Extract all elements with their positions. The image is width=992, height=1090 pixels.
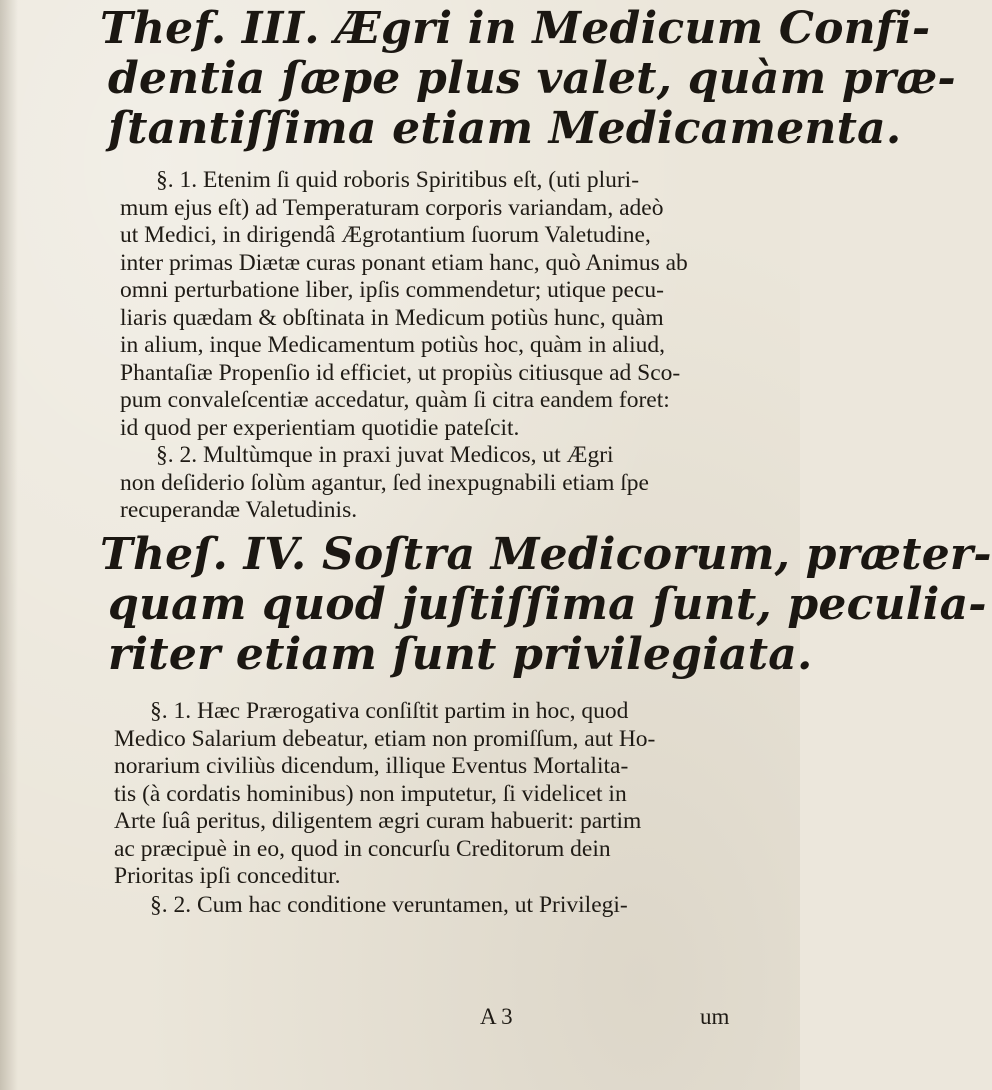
text-line: in alium, inque Medicamentum potiùs hoc, quàm in aliud,	[120, 332, 665, 358]
text-line: §. 2. Multùmque in praxi juvat Medicos, ut Ægri	[156, 442, 614, 468]
heading-line: Theſ. IV. Soſtra Medicorum, præter-	[100, 529, 992, 580]
signature-mark: A 3	[480, 1004, 513, 1029]
text-line: §. 1. Etenim ſi quid roboris Spiritibus eſt, (uti pluri-	[156, 167, 640, 193]
heading-line: Thef. III. Ægri in Medicum Confi-	[100, 3, 931, 54]
thesis-4-section-1	[114, 698, 804, 891]
thesis-4-heading	[100, 529, 992, 680]
page-edge-shadow	[0, 0, 18, 1090]
text-line: §. 1. Hæc Prærogativa conſiſtit partim in hoc, quod	[150, 698, 629, 724]
heading-line: quam quod juſtiſſima ſunt, peculia-	[108, 579, 987, 630]
catchword: um	[700, 1004, 730, 1029]
text-line: mum ejus eſt) ad Temperaturam corporis variandam, adeò	[120, 194, 664, 221]
thesis-3-heading	[100, 3, 956, 154]
text-line: tis (à cordatis hominibus) non imputetur, ſi videlicet in	[114, 780, 627, 807]
text-line: Phantaſiæ Propenſio id efficiet, ut propiùs citiusque ad Sco-	[120, 359, 681, 386]
text-line: inter primas Diætæ curas ponant etiam hanc, quò Animus ab	[120, 249, 688, 276]
text-line: liaris quædam & obſtinata in Medicum potiùs hunc, quàm	[120, 304, 664, 331]
heading-line: ſtantiſſima etiam Medicamenta.	[108, 103, 902, 154]
thesis-3-section-2	[120, 442, 810, 525]
text-line: recuperandæ Valetudinis.	[120, 497, 358, 523]
thesis-3-section-1	[120, 167, 810, 442]
heading-line: riter etiam ſunt privilegiata.	[108, 629, 813, 680]
text-line: non deſiderio ſolùm agantur, ſed inexpugnabili etiam ſpe	[120, 469, 649, 496]
text-line: id quod per experientiam quotidie pateſcit.	[120, 414, 520, 441]
heading-line: dentia ſæpe plus valet, quàm præ-	[108, 53, 956, 104]
text-line: ut Medici, in dirigendâ Ægrotantium ſuorum Valetudine,	[120, 222, 651, 248]
text-line: §. 2. Cum hac conditione veruntamen, ut Privilegi-	[150, 892, 628, 918]
text-line: Medico Salarium debeatur, etiam non promiſſum, aut Ho-	[114, 725, 656, 752]
thesis-4-section-2	[114, 892, 804, 920]
text-line: omni perturbatione liber, ipſis commendetur; utique pecu-	[120, 277, 664, 303]
text-line: Prioritas ipſi conceditur.	[114, 863, 341, 889]
text-line: Arte ſuâ peritus, diligentem ægri curam habuerit: partim	[114, 808, 642, 834]
text-line: ac præcipuè in eo, quod in concurſu Creditorum dein	[114, 835, 611, 862]
text-line: pum convaleſcentiæ accedatur, quàm ſi citra eandem foret:	[120, 387, 670, 413]
text-line: norarium civiliùs dicendum, illique Eventus Mortalita-	[114, 753, 629, 779]
